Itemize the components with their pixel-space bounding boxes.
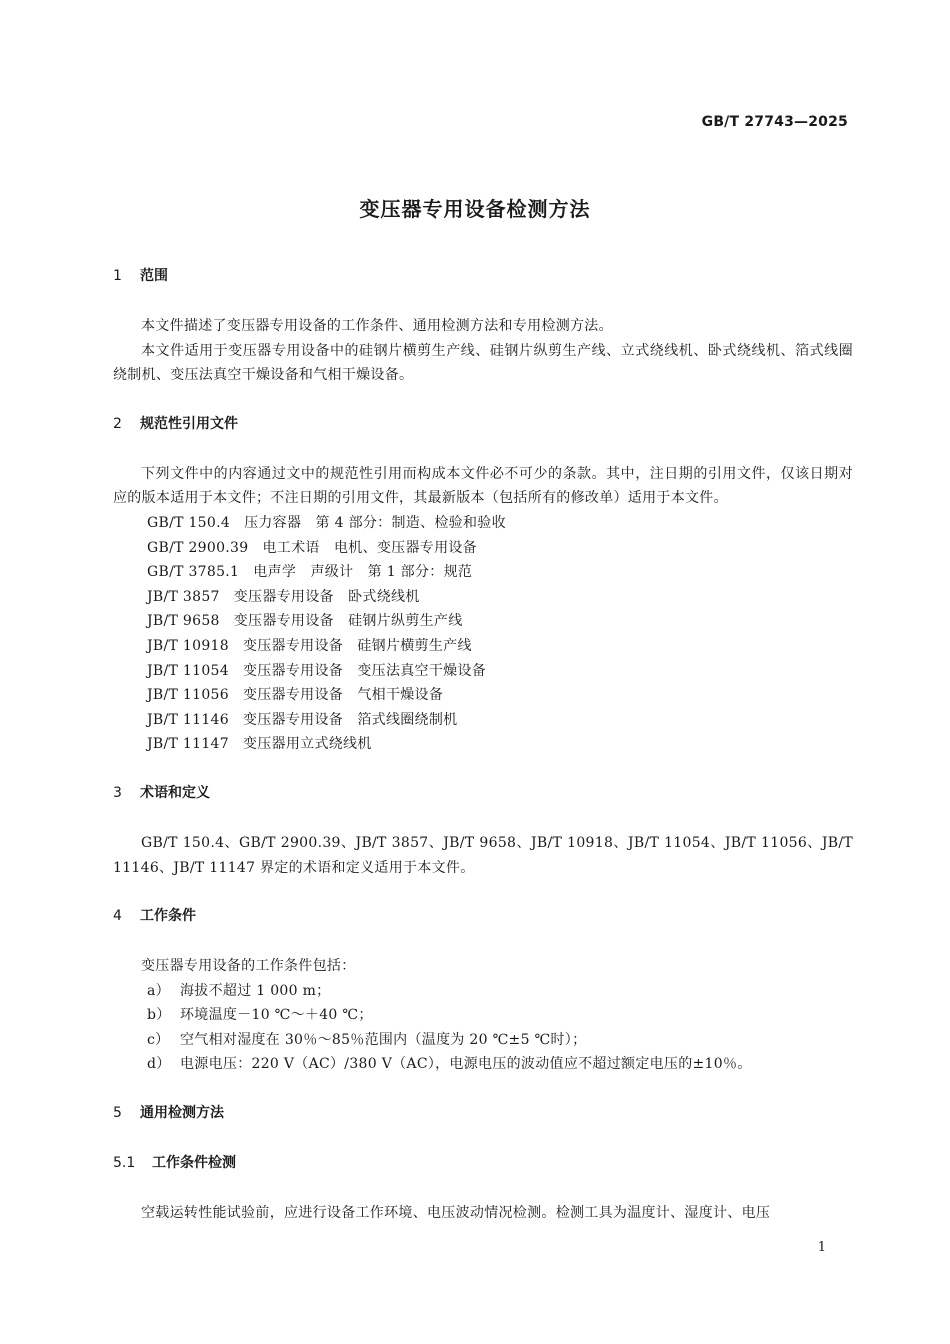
document-code: GB/T 27743—2025	[701, 114, 848, 130]
reference-item	[113, 683, 853, 708]
reference-item	[113, 511, 853, 536]
reference-code: JB/T 11147	[147, 736, 229, 753]
section-number: 2	[113, 415, 122, 432]
document-body	[113, 264, 853, 1226]
list-text: 环境温度－10 ℃～＋40 ℃；	[180, 1007, 373, 1024]
section-number: 5	[113, 1105, 122, 1122]
reference-code: JB/T 9658	[147, 613, 220, 630]
list-text: 电源电压：220 V（AC）/380 V（AC），电源电压的波动值应不超过额定电压的±10％。	[180, 1056, 752, 1073]
reference-item	[113, 560, 853, 585]
page-number: 1	[817, 1240, 826, 1255]
paragraph: 本文件适用于变压器专用设备中的硅钢片横剪生产线、硅钢片纵剪生产线、立式绕线机、卧式绕线机、箔式线圈绕制机、变压法真空干燥设备和气相干燥设备。	[113, 342, 853, 384]
reference-code: JB/T 10918	[147, 637, 229, 654]
reference-item	[113, 585, 853, 610]
list-marker: c）	[147, 1031, 170, 1048]
paragraph: 空载运转性能试验前，应进行设备工作环境、电压波动情况检测。检测工具为温度计、湿度计、电压	[141, 1205, 771, 1222]
reference-code: JB/T 11056	[147, 687, 229, 704]
reference-item	[113, 659, 853, 684]
list-marker: a）	[147, 982, 170, 999]
paragraph: GB/T 150.4、GB/T 2900.39、JB/T 3857、JB/T 9658、JB/T 10918、JB/T 11054、JB/T 11056、JB/T 11146、JB/T 11147 界定的术语和定义适用于本文件。	[113, 834, 853, 876]
document-title: 变压器专用设备检测方法	[359, 197, 591, 221]
reference-title: 变压器用立式绕线机	[242, 736, 372, 753]
section-heading-scope	[113, 264, 853, 288]
list-item	[113, 1052, 853, 1077]
list-text: 空气相对湿度在 30％～85％范围内（温度为 20 ℃±5 ℃时）；	[180, 1031, 587, 1048]
reference-item	[113, 708, 853, 733]
reference-list	[113, 511, 853, 757]
reference-item	[113, 634, 853, 659]
section-heading-general	[113, 1101, 853, 1125]
reference-title: 电工术语 电机、变压器专用设备	[262, 539, 477, 556]
list-marker: b）	[147, 1007, 171, 1024]
reference-code: JB/T 11054	[147, 662, 229, 679]
reference-title: 变压器专用设备 硅钢片横剪生产线	[242, 637, 472, 654]
reference-title: 变压器专用设备 变压法真空干燥设备	[242, 662, 487, 679]
reference-code: JB/T 3857	[147, 588, 220, 605]
section-title: 通用检测方法	[140, 1105, 224, 1122]
reference-title: 变压器专用设备 箔式线圈绕制机	[242, 711, 458, 728]
subsection-number: 5.1	[113, 1155, 136, 1172]
section-title: 范围	[140, 268, 168, 284]
reference-title: 电声学 声级计 第 1 部分：规范	[253, 564, 473, 581]
reference-code: JB/T 11146	[147, 711, 229, 728]
reference-title: 压力容器 第 4 部分：制造、检验和验收	[244, 514, 506, 531]
reference-code: GB/T 2900.39	[147, 539, 249, 556]
reference-title: 变压器专用设备 硅钢片纵剪生产线	[233, 613, 463, 630]
subsection-heading	[113, 1151, 853, 1175]
subsection-title: 工作条件检测	[152, 1155, 236, 1172]
reference-title: 变压器专用设备 气相干燥设备	[242, 687, 444, 704]
section-title: 术语和定义	[140, 784, 210, 801]
paragraph: 下列文件中的内容通过文中的规范性引用而构成本文件必不可少的条款。其中，注日期的引用文件，仅该日期对应的版本适用于本文件；不注日期的引用文件，其最新版本（包括所有的修改单）适用于本文件。	[113, 465, 853, 507]
section-number: 1	[113, 268, 122, 284]
section-title: 工作条件	[140, 908, 196, 925]
reference-item	[113, 536, 853, 561]
section-heading-normative	[113, 412, 853, 436]
paragraph: 本文件描述了变压器专用设备的工作条件、通用检测方法和专用检测方法。	[141, 318, 613, 334]
reference-code: GB/T 150.4	[147, 514, 231, 531]
section-heading-conditions	[113, 904, 853, 928]
reference-item	[113, 732, 853, 757]
list-item	[113, 1003, 853, 1028]
condition-list	[113, 979, 853, 1077]
list-marker: d）	[147, 1056, 171, 1073]
section-number: 4	[113, 908, 122, 925]
reference-title: 变压器专用设备 卧式绕线机	[233, 588, 420, 605]
list-item	[113, 1028, 853, 1053]
section-title: 规范性引用文件	[140, 415, 238, 432]
paragraph: 变压器专用设备的工作条件包括：	[141, 958, 356, 975]
reference-code: GB/T 3785.1	[147, 564, 240, 581]
list-text: 海拔不超过 1 000 m；	[180, 982, 331, 999]
section-heading-terms	[113, 781, 853, 805]
section-number: 3	[113, 784, 122, 801]
reference-item	[113, 609, 853, 634]
list-item	[113, 979, 853, 1004]
